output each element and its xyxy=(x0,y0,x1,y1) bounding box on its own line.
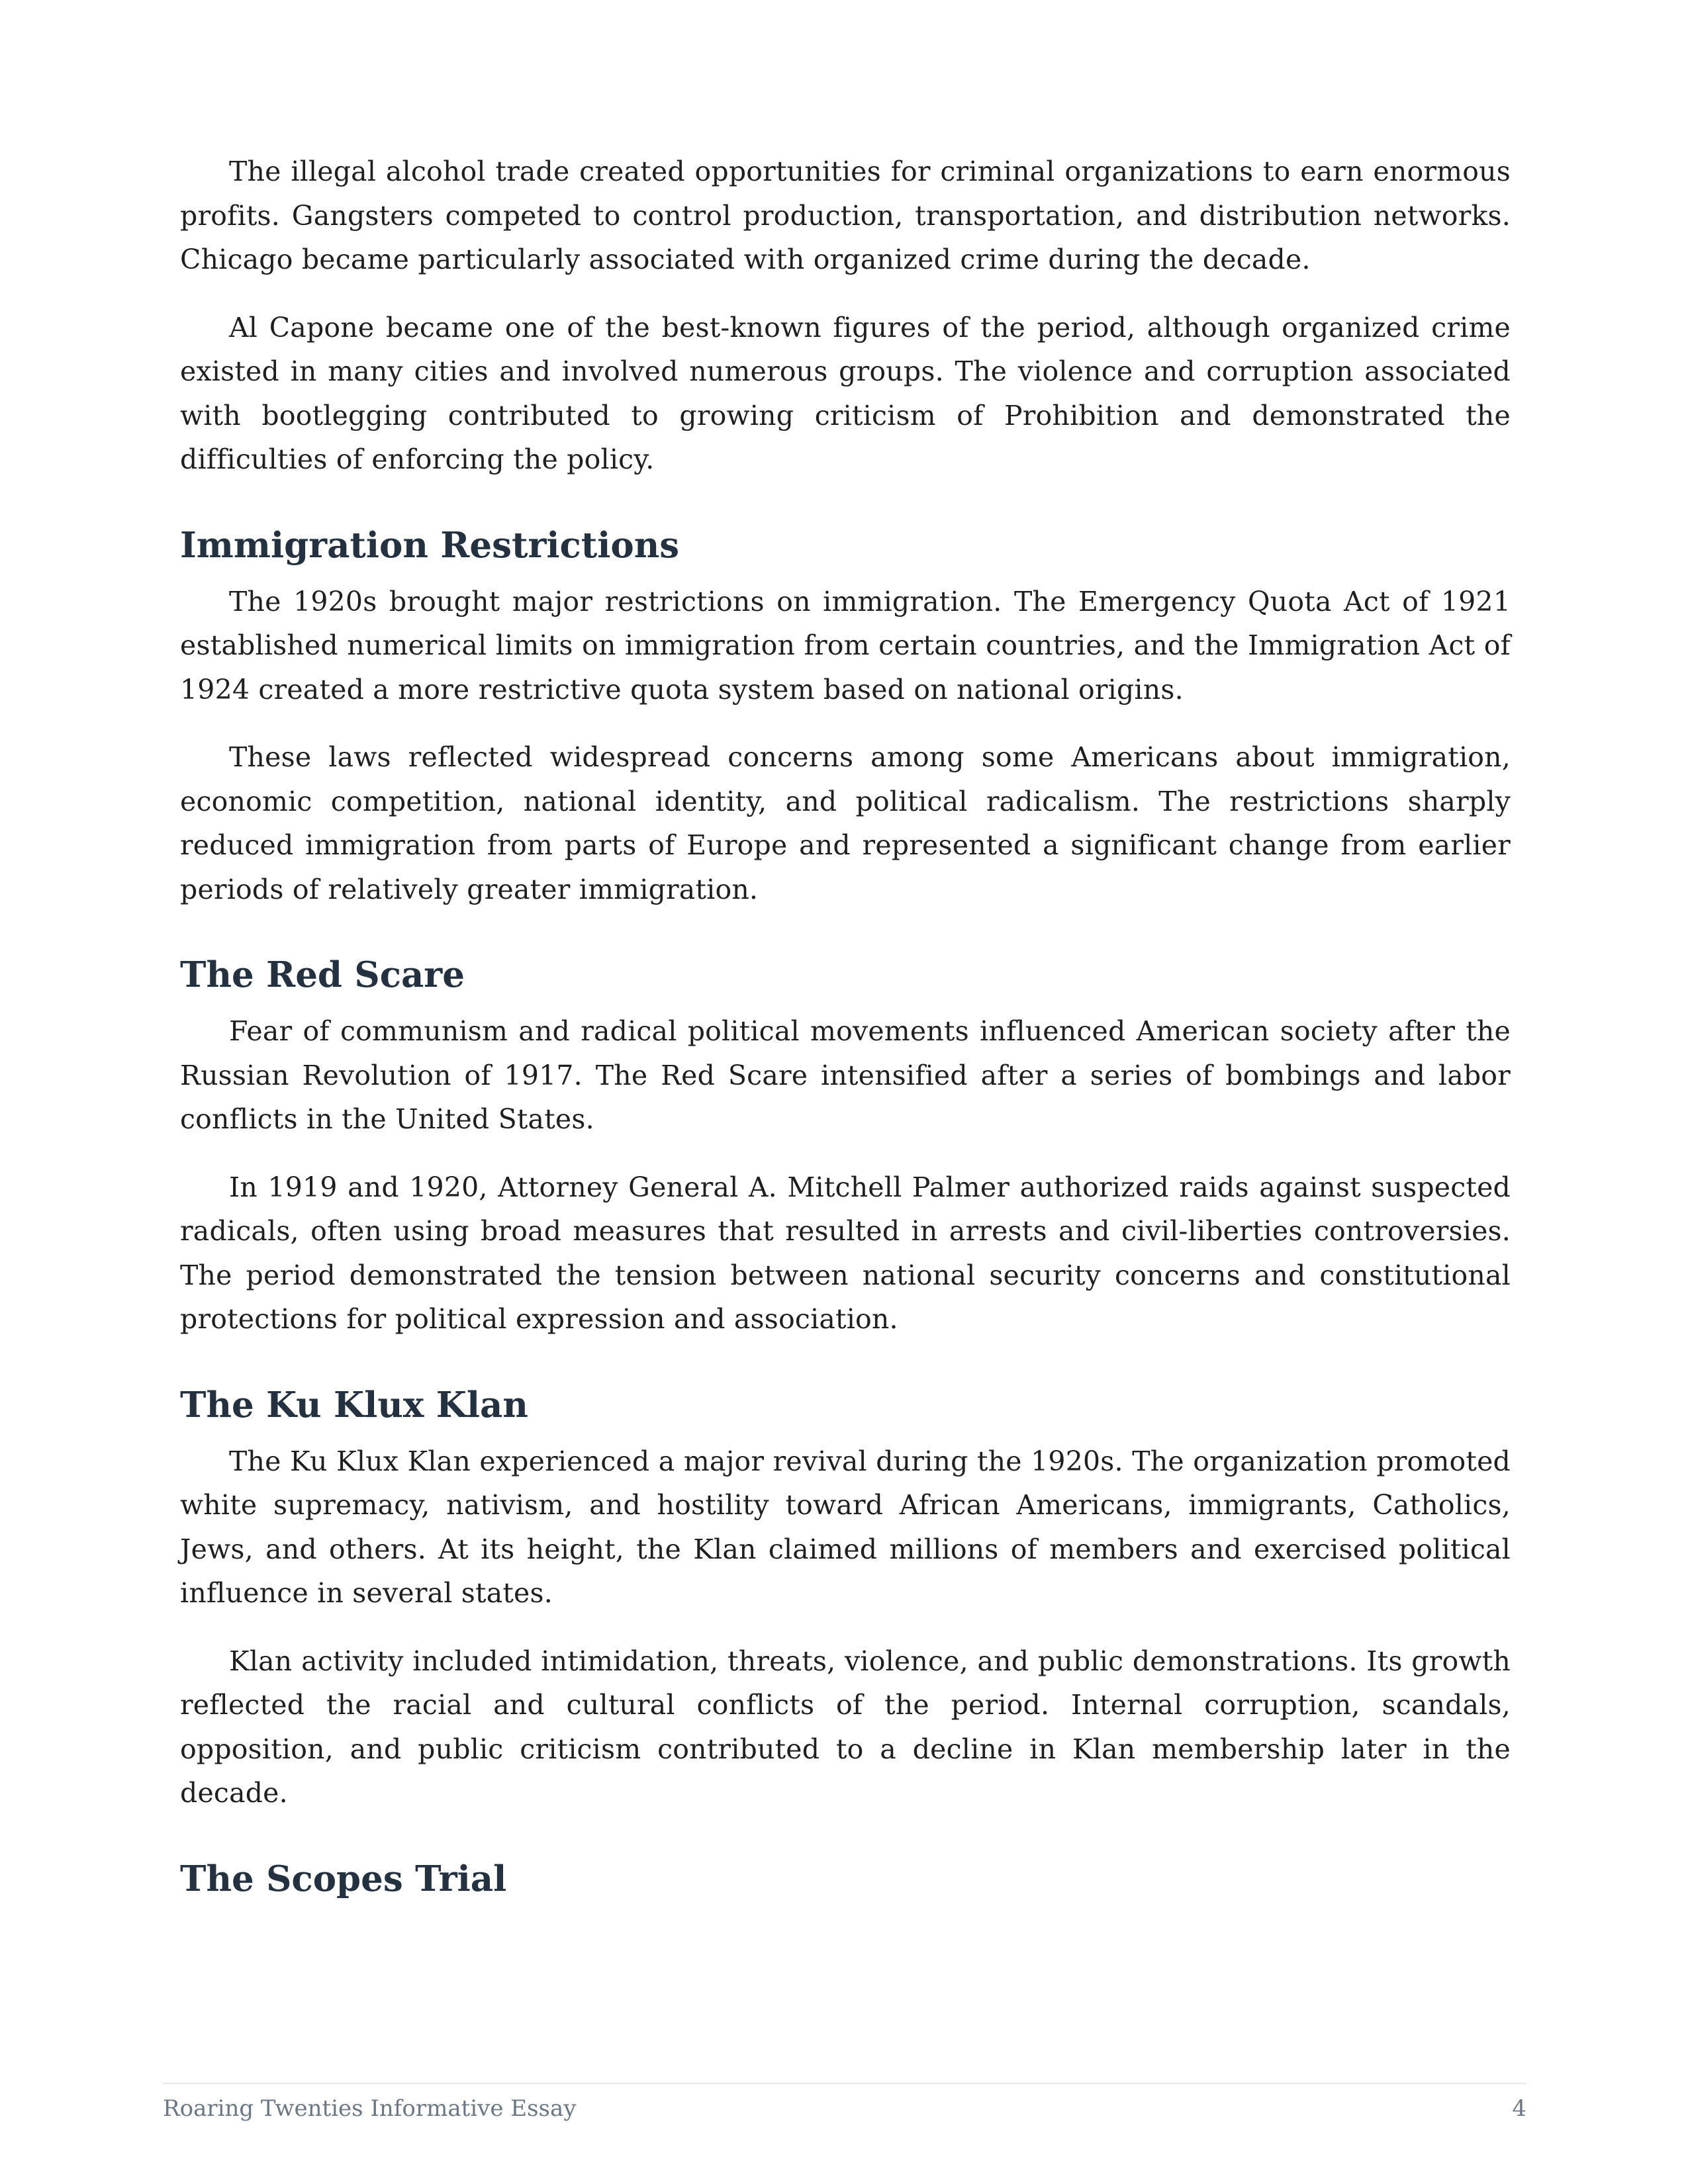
heading-red-scare: The Red Scare xyxy=(180,954,465,995)
heading-ku-klux-klan: The Ku Klux Klan xyxy=(180,1384,528,1426)
page-body xyxy=(180,150,1511,1913)
paragraph-organized-crime-1: The illegal alcohol trade created opportunities for criminal organizations to earn enormous profits. Gangsters competed to control production, transportation, and distribution networks. Chicago became particularly associated with organized crime during the decade. xyxy=(180,156,1511,275)
paragraph-organized-crime-2: Al Capone became one of the best-known figures of the period, although organized crime existed in many cities and involved numerous groups. The violence and corruption associated with bootlegging contributed to growing criticism of Prohibition and demonstrated the difficulties of enforcing the policy. xyxy=(180,311,1511,475)
paragraph-red-scare-1: Fear of communism and radical political movements influenced American society after the Russian Revolution of 1917. The Red Scare intensified after a series of bombings and labor conflicts in the United States. xyxy=(180,1015,1511,1135)
paragraph-red-scare-2: In 1919 and 1920, Attorney General A. Mitchell Palmer authorized raids against suspected radicals, often using broad measures that resulted in arrests and civil-liberties controversies. The period demonstrated the tension between national security concerns and constitutional protections for political expression and association. xyxy=(180,1171,1511,1335)
paragraph-klan-2: Klan activity included intimidation, threats, violence, and public demonstrations. Its growth reflected the racial and cultural conflicts of the period. Internal corruption, scandals, opposition, and public criticism contributed to a decline in Klan membership later in the decade. xyxy=(180,1645,1511,1809)
heading-scopes-trial: The Scopes Trial xyxy=(180,1858,507,1899)
footer-divider xyxy=(163,2083,1526,2084)
footer-document-title: Roaring Twenties Informative Essay xyxy=(163,2095,577,2122)
paragraph-klan-1: The Ku Klux Klan experienced a major revival during the 1920s. The organization promoted white supremacy, nativism, and hostility toward African Americans, immigrants, Catholics, Jews, and others. At its height, the Klan claimed millions of members and exercised political influence in several states. xyxy=(180,1445,1511,1609)
paragraph-immigration-2: These laws reflected widespread concerns among some Americans about immigration, economic competition, national identity, and political radicalism. The restrictions sharply reduced immigration from parts of Europe and represented a significant change from earlier periods of relatively greater immigration. xyxy=(180,741,1511,905)
paragraph-immigration-1: The 1920s brought major restrictions on immigration. The Emergency Quota Act of 1921 established numerical limits on immigration from certain countries, and the Immigration Act of 1924 created a more restrictive quota system based on national origins. xyxy=(180,585,1511,705)
heading-immigration-restrictions: Immigration Restrictions xyxy=(180,524,680,566)
footer-page-number: 4 xyxy=(1512,2095,1526,2122)
